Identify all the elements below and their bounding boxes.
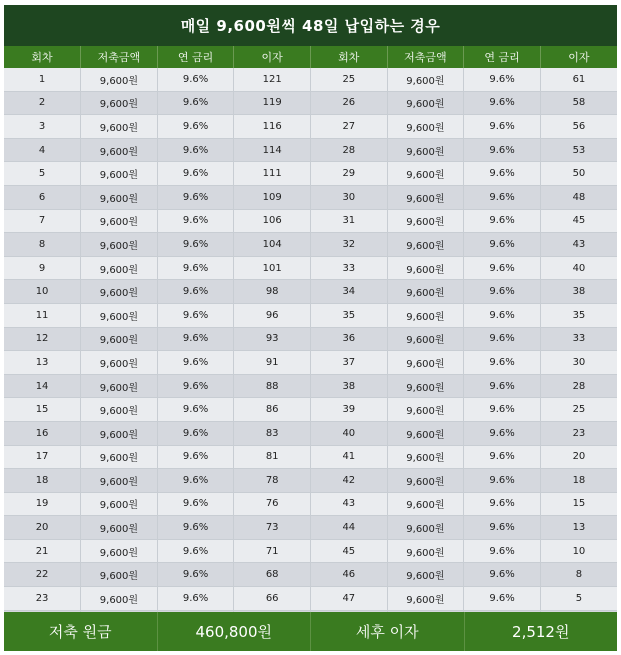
- header-round-left: 회차: [4, 46, 81, 68]
- table-row: [4, 162, 617, 186]
- cell-round-left: 20: [4, 516, 81, 540]
- table-title-bar: [4, 5, 617, 46]
- cell-rate-right: 9.6%: [464, 256, 541, 280]
- cell-round-left: 3: [4, 115, 81, 139]
- cell-amount-left: 9,600원: [81, 209, 158, 233]
- cell-round-right: 37: [311, 351, 388, 375]
- cell-rate-right: 9.6%: [464, 445, 541, 469]
- cell-rate-right: 9.6%: [464, 492, 541, 516]
- cell-round-right: 31: [311, 209, 388, 233]
- cell-round-left: 16: [4, 421, 81, 445]
- cell-interest-left: 119: [234, 91, 311, 115]
- cell-rate-left: 9.6%: [157, 563, 234, 587]
- cell-rate-right: 9.6%: [464, 516, 541, 540]
- header-rate-left: 연 금리: [157, 46, 234, 68]
- cell-round-right: 45: [311, 539, 388, 563]
- cell-round-right: 28: [311, 138, 388, 162]
- cell-rate-left: 9.6%: [157, 68, 234, 91]
- header-rate-right: 연 금리: [464, 46, 541, 68]
- cell-round-left: 21: [4, 539, 81, 563]
- cell-rate-right: 9.6%: [464, 91, 541, 115]
- cell-interest-left: 91: [234, 351, 311, 375]
- table-row: [4, 445, 617, 469]
- cell-amount-right: 9,600원: [387, 162, 464, 186]
- cell-round-left: 11: [4, 303, 81, 327]
- cell-amount-left: 9,600원: [81, 516, 158, 540]
- cell-amount-left: 9,600원: [81, 162, 158, 186]
- cell-amount-left: 9,600원: [81, 233, 158, 257]
- cell-amount-right: 9,600원: [387, 587, 464, 611]
- cell-interest-right: 15: [540, 492, 617, 516]
- cell-amount-left: 9,600원: [81, 303, 158, 327]
- cell-interest-left: 104: [234, 233, 311, 257]
- cell-rate-right: 9.6%: [464, 351, 541, 375]
- cell-amount-right: 9,600원: [387, 563, 464, 587]
- cell-interest-right: 28: [540, 374, 617, 398]
- cell-rate-right: 9.6%: [464, 209, 541, 233]
- cell-rate-left: 9.6%: [157, 162, 234, 186]
- cell-interest-left: 114: [234, 138, 311, 162]
- cell-amount-left: 9,600원: [81, 539, 158, 563]
- cell-round-left: 10: [4, 280, 81, 304]
- cell-amount-right: 9,600원: [387, 539, 464, 563]
- cell-amount-right: 9,600원: [387, 327, 464, 351]
- cell-amount-right: 9,600원: [387, 256, 464, 280]
- cell-interest-right: 23: [540, 421, 617, 445]
- header-interest-left: 이자: [234, 46, 311, 68]
- cell-round-right: 43: [311, 492, 388, 516]
- cell-rate-left: 9.6%: [157, 280, 234, 304]
- table-row: [4, 138, 617, 162]
- cell-round-left: 1: [4, 68, 81, 91]
- cell-interest-left: 86: [234, 398, 311, 422]
- cell-rate-right: 9.6%: [464, 115, 541, 139]
- cell-amount-right: 9,600원: [387, 209, 464, 233]
- cell-interest-left: 71: [234, 539, 311, 563]
- cell-rate-left: 9.6%: [157, 303, 234, 327]
- header-amount-right: 저축금액: [387, 46, 464, 68]
- cell-amount-right: 9,600원: [387, 469, 464, 493]
- cell-round-left: 2: [4, 91, 81, 115]
- cell-amount-left: 9,600원: [81, 421, 158, 445]
- table-row: [4, 563, 617, 587]
- cell-rate-left: 9.6%: [157, 91, 234, 115]
- table-row: [4, 469, 617, 493]
- cell-rate-left: 9.6%: [157, 256, 234, 280]
- cell-round-left: 13: [4, 351, 81, 375]
- cell-rate-left: 9.6%: [157, 233, 234, 257]
- cell-round-right: 34: [311, 280, 388, 304]
- cell-rate-left: 9.6%: [157, 351, 234, 375]
- cell-round-right: 26: [311, 91, 388, 115]
- cell-amount-left: 9,600원: [81, 587, 158, 611]
- cell-round-right: 42: [311, 469, 388, 493]
- cell-round-right: 36: [311, 327, 388, 351]
- cell-interest-right: 45: [540, 209, 617, 233]
- cell-rate-right: 9.6%: [464, 303, 541, 327]
- cell-rate-left: 9.6%: [157, 185, 234, 209]
- table-row: [4, 398, 617, 422]
- cell-interest-left: 78: [234, 469, 311, 493]
- cell-round-left: 5: [4, 162, 81, 186]
- cell-interest-right: 38: [540, 280, 617, 304]
- cell-amount-right: 9,600원: [387, 421, 464, 445]
- cell-amount-left: 9,600원: [81, 351, 158, 375]
- cell-amount-left: 9,600원: [81, 445, 158, 469]
- cell-amount-left: 9,600원: [81, 563, 158, 587]
- cell-amount-right: 9,600원: [387, 233, 464, 257]
- cell-rate-right: 9.6%: [464, 327, 541, 351]
- cell-interest-right: 43: [540, 233, 617, 257]
- table-row: [4, 587, 617, 611]
- cell-rate-left: 9.6%: [157, 587, 234, 611]
- cell-round-left: 19: [4, 492, 81, 516]
- cell-interest-left: 76: [234, 492, 311, 516]
- cell-round-right: 25: [311, 68, 388, 91]
- cell-rate-right: 9.6%: [464, 539, 541, 563]
- cell-rate-right: 9.6%: [464, 185, 541, 209]
- cell-round-right: 46: [311, 563, 388, 587]
- cell-amount-left: 9,600원: [81, 469, 158, 493]
- cell-interest-right: 61: [540, 68, 617, 91]
- cell-rate-right: 9.6%: [464, 280, 541, 304]
- cell-round-right: 27: [311, 115, 388, 139]
- cell-rate-left: 9.6%: [157, 374, 234, 398]
- cell-interest-right: 25: [540, 398, 617, 422]
- table-row: [4, 68, 617, 91]
- cell-amount-left: 9,600원: [81, 115, 158, 139]
- header-amount-left: 저축금액: [81, 46, 158, 68]
- cell-rate-left: 9.6%: [157, 327, 234, 351]
- cell-amount-left: 9,600원: [81, 280, 158, 304]
- cell-amount-right: 9,600원: [387, 185, 464, 209]
- cell-interest-left: 93: [234, 327, 311, 351]
- table-body: [4, 68, 617, 634]
- table-row: [4, 91, 617, 115]
- table-row: [4, 256, 617, 280]
- cell-rate-right: 9.6%: [464, 162, 541, 186]
- cell-rate-left: 9.6%: [157, 539, 234, 563]
- cell-round-left: 7: [4, 209, 81, 233]
- cell-round-right: 40: [311, 421, 388, 445]
- table-row: [4, 209, 617, 233]
- cell-amount-left: 9,600원: [81, 185, 158, 209]
- cell-interest-left: 66: [234, 587, 311, 611]
- cell-interest-left: 73: [234, 516, 311, 540]
- cell-interest-right: 8: [540, 563, 617, 587]
- cell-round-left: 12: [4, 327, 81, 351]
- interest-table: [4, 46, 617, 634]
- cell-interest-right: 48: [540, 185, 617, 209]
- cell-amount-right: 9,600원: [387, 516, 464, 540]
- cell-interest-right: 13: [540, 516, 617, 540]
- cell-round-left: 18: [4, 469, 81, 493]
- header-interest-right: 이자: [540, 46, 617, 68]
- cell-round-left: 14: [4, 374, 81, 398]
- principal-label: 저축 원금: [4, 612, 158, 651]
- cell-interest-left: 101: [234, 256, 311, 280]
- cell-amount-right: 9,600원: [387, 351, 464, 375]
- cell-round-left: 22: [4, 563, 81, 587]
- cell-interest-left: 121: [234, 68, 311, 91]
- cell-round-right: 38: [311, 374, 388, 398]
- interest-value: 2,512원: [512, 623, 570, 641]
- cell-round-right: 41: [311, 445, 388, 469]
- cell-amount-right: 9,600원: [387, 115, 464, 139]
- cell-rate-left: 9.6%: [157, 421, 234, 445]
- cell-amount-left: 9,600원: [81, 398, 158, 422]
- cell-interest-left: 96: [234, 303, 311, 327]
- cell-round-right: 33: [311, 256, 388, 280]
- cell-round-left: 6: [4, 185, 81, 209]
- cell-round-left: 4: [4, 138, 81, 162]
- header-round-right: 회차: [311, 46, 388, 68]
- cell-rate-right: 9.6%: [464, 469, 541, 493]
- cell-amount-left: 9,600원: [81, 91, 158, 115]
- cell-rate-right: 9.6%: [464, 398, 541, 422]
- cell-amount-right: 9,600원: [387, 138, 464, 162]
- header-row: [4, 46, 617, 68]
- cell-amount-right: 9,600원: [387, 398, 464, 422]
- cell-amount-left: 9,600원: [81, 492, 158, 516]
- cell-interest-left: 81: [234, 445, 311, 469]
- cell-interest-left: 106: [234, 209, 311, 233]
- cell-amount-left: 9,600원: [81, 327, 158, 351]
- cell-interest-right: 33: [540, 327, 617, 351]
- cell-interest-right: 5: [540, 587, 617, 611]
- table-title: 매일 9,600원씩 48일 납입하는 경우: [180, 17, 441, 35]
- cell-interest-right: 10: [540, 539, 617, 563]
- cell-interest-left: 68: [234, 563, 311, 587]
- cell-rate-right: 9.6%: [464, 68, 541, 91]
- cell-interest-left: 98: [234, 280, 311, 304]
- cell-rate-right: 9.6%: [464, 587, 541, 611]
- table-row: [4, 233, 617, 257]
- cell-interest-right: 56: [540, 115, 617, 139]
- cell-amount-right: 9,600원: [387, 445, 464, 469]
- cell-rate-right: 9.6%: [464, 563, 541, 587]
- cell-amount-right: 9,600원: [387, 280, 464, 304]
- table-row: [4, 351, 617, 375]
- cell-rate-left: 9.6%: [157, 445, 234, 469]
- cell-rate-left: 9.6%: [157, 138, 234, 162]
- table-row: [4, 280, 617, 304]
- cell-amount-right: 9,600원: [387, 374, 464, 398]
- cell-rate-right: 9.6%: [464, 374, 541, 398]
- cell-interest-right: 20: [540, 445, 617, 469]
- cell-interest-right: 58: [540, 91, 617, 115]
- cell-round-left: 23: [4, 587, 81, 611]
- cell-interest-right: 35: [540, 303, 617, 327]
- table-row: [4, 516, 617, 540]
- cell-round-right: 32: [311, 233, 388, 257]
- cell-rate-right: 9.6%: [464, 233, 541, 257]
- cell-rate-left: 9.6%: [157, 469, 234, 493]
- cell-interest-left: 111: [234, 162, 311, 186]
- table-row: [4, 374, 617, 398]
- cell-rate-right: 9.6%: [464, 138, 541, 162]
- cell-round-right: 29: [311, 162, 388, 186]
- cell-amount-left: 9,600원: [81, 138, 158, 162]
- cell-round-right: 30: [311, 185, 388, 209]
- cell-round-left: 17: [4, 445, 81, 469]
- cell-rate-right: 9.6%: [464, 421, 541, 445]
- table-row: [4, 539, 617, 563]
- cell-round-left: 8: [4, 233, 81, 257]
- cell-interest-right: 40: [540, 256, 617, 280]
- cell-rate-left: 9.6%: [157, 516, 234, 540]
- cell-rate-left: 9.6%: [157, 492, 234, 516]
- cell-amount-right: 9,600원: [387, 492, 464, 516]
- cell-interest-left: 109: [234, 185, 311, 209]
- cell-amount-left: 9,600원: [81, 374, 158, 398]
- cell-interest-right: 53: [540, 138, 617, 162]
- table-row: [4, 185, 617, 209]
- interest-label: 세후 이자: [311, 612, 465, 651]
- table-row: [4, 303, 617, 327]
- cell-rate-left: 9.6%: [157, 398, 234, 422]
- table-row: [4, 115, 617, 139]
- cell-round-right: 35: [311, 303, 388, 327]
- cell-amount-right: 9,600원: [387, 68, 464, 91]
- cell-rate-left: 9.6%: [157, 115, 234, 139]
- cell-amount-right: 9,600원: [387, 91, 464, 115]
- cell-round-left: 9: [4, 256, 81, 280]
- cell-interest-left: 116: [234, 115, 311, 139]
- cell-round-right: 44: [311, 516, 388, 540]
- cell-interest-left: 88: [234, 374, 311, 398]
- table-row: [4, 421, 617, 445]
- table-row: [4, 492, 617, 516]
- cell-interest-right: 30: [540, 351, 617, 375]
- cell-round-right: 47: [311, 587, 388, 611]
- cell-amount-left: 9,600원: [81, 256, 158, 280]
- cell-amount-left: 9,600원: [81, 68, 158, 91]
- cell-round-right: 39: [311, 398, 388, 422]
- cell-interest-right: 50: [540, 162, 617, 186]
- cell-amount-right: 9,600원: [387, 303, 464, 327]
- cell-rate-left: 9.6%: [157, 209, 234, 233]
- summary-footer: [4, 612, 617, 651]
- cell-interest-right: 18: [540, 469, 617, 493]
- table-row: [4, 327, 617, 351]
- cell-round-left: 15: [4, 398, 81, 422]
- cell-interest-left: 83: [234, 421, 311, 445]
- principal-value: 460,800원: [158, 612, 312, 651]
